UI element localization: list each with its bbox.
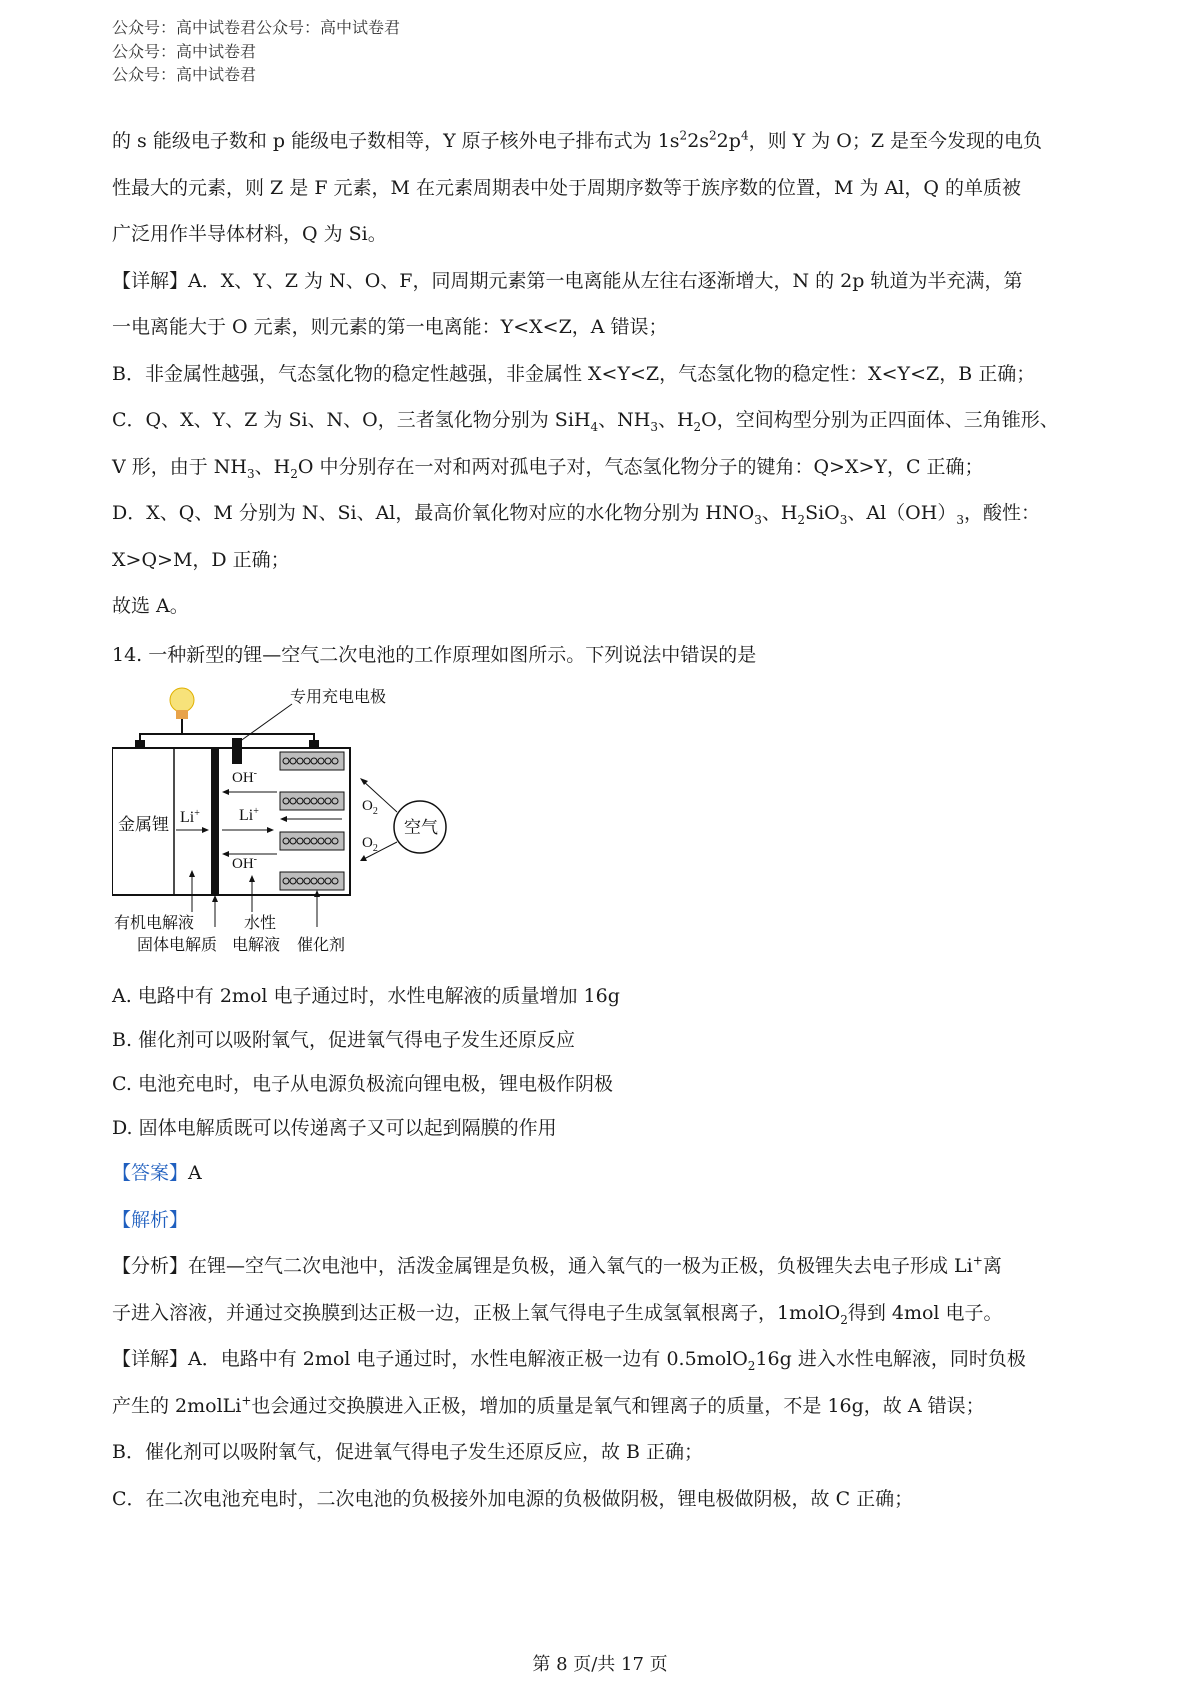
arrow-head (314, 890, 320, 897)
catalyst-electrode (280, 752, 344, 890)
label-oh-bottom: OH- (232, 854, 258, 872)
label-li-ion: Li+ (239, 806, 259, 824)
question-stem: 14. 一种新型的锂—空气二次电池的工作原理如图所示。下列说法中错误的是 (112, 643, 757, 666)
arrow-head (222, 851, 229, 857)
option-d: D. 固体电解质既可以传递离子又可以起到隔膜的作用 (112, 1117, 557, 1139)
text-line: 性最大的元素，则 Z 是 F 元素，M 在元素周期表中处于周期序数等于族序数的位置，M 为 Al，Q 的单质被 (112, 176, 1021, 199)
leader-line (239, 704, 292, 742)
label-air: 空气 (404, 818, 438, 837)
header-line: 公众号：高中试卷君 (112, 41, 257, 61)
option-a: A. 电路中有 2mol 电子通过时，水性电解液的质量增加 16g (112, 985, 620, 1007)
label-li-ion: Li+ (180, 808, 200, 826)
text-line: V 形，由于 $NH_3$、$H_2O$ 中分别存在一对和两对孤电子对，气态氢化物分子的键角：Q>X>Y，C 正确； (112, 455, 984, 481)
label-aqueous-2: 电解液 (232, 937, 281, 954)
page-number: 第 8 页/共 17 页 (532, 1654, 668, 1675)
terminal (135, 740, 145, 748)
text-line: C．在二次电池充电时，二次电池的负极接外加电源的负极做阴极，锂电极做阴极，故 C 正确； (112, 1487, 914, 1510)
text-line: 子进入溶液，并通过交换膜到达正极一边，正极上氧气得电子生成氢氧根离子，1molO$_2$得到 4mol 电子。 (112, 1301, 1003, 1327)
charge-electrode (232, 738, 242, 764)
text-line: 的 s 能级电子数和 p 能级电子数相等，Y 原子核外电子排布式为 $1s^22s^22p^4$，则 Y 为 O；Z 是至今发现的电负 (112, 128, 1043, 152)
label-o2-bottom: $O_2$ (362, 835, 378, 854)
arrow-head (280, 816, 287, 822)
text-line: D．X、Q、M 分别为 N、Si、Al，最高价氧化物对应的水化物分别为 $HNO_3$、$H_2SiO_3$、$Al(OH)_3$，酸性： (112, 502, 1040, 527)
text-line: 【分析】在锂—空气二次电池中，活泼金属锂是负极，通入氧气的一极为正极，负极锂失去电子形成 Li+离 (112, 1253, 1002, 1277)
label-organic-electrolyte: 有机电解液 (114, 915, 195, 932)
terminal (309, 740, 319, 748)
arrow-head (222, 789, 229, 795)
text-line: C．Q、X、Y、Z 为 Si、N、O，三者氢化物分别为 SiH$_4$、$NH_3$、$H_2O$，空间构型分别为正四面体、三角锥形、 (112, 409, 1059, 434)
label-oh-top: OH- (232, 768, 258, 786)
text-line: X>Q>M，D 正确； (112, 548, 290, 571)
arrow-head (249, 875, 255, 882)
text-line: B．催化剂可以吸附氧气，促进氧气得电子发生还原反应，故 B 正确； (112, 1441, 704, 1463)
label-catalyst: 催化剂 (297, 937, 346, 954)
wire (140, 719, 182, 746)
text-line: B．非金属性越强，气态氢化物的稳定性越强，非金属性 X<Y<Z，气态氢化物的稳定性：X<Y<Z，B 正确； (112, 362, 1036, 385)
label-aqueous-1: 水性 (244, 915, 277, 932)
label-metal-li: 金属锂 (118, 815, 169, 834)
label-solid-electrolyte: 固体电解质 (137, 937, 218, 954)
text-line: 【详解】A．电路中有 2mol 电子通过时，水性电解液正极一边有 0.5molO$_2$16g 进入水性电解液，同时负极 (112, 1348, 1026, 1373)
answer-line (112, 1150, 1102, 1197)
text-line: 广泛用作半导体材料，Q 为 Si。 (112, 223, 387, 245)
arrow-head (212, 895, 218, 902)
label-charge-electrode: 专用充电电极 (290, 689, 387, 706)
watermark-header (112, 16, 400, 87)
options-list (112, 974, 1102, 1150)
label-o2-top: $O_2$ (362, 798, 378, 817)
option-c: C. 电池充电时，电子从电源负极流向锂电极，锂电极作阴极 (112, 1073, 613, 1095)
text-line: 产生的 2molLi+也会通过交换膜进入正极，增加的质量是氧气和锂离子的质量，不是 16g，故 A 错误； (112, 1393, 985, 1417)
solid-electrolyte (211, 748, 219, 895)
arrow-head (202, 827, 209, 833)
battery-diagram (112, 682, 452, 962)
text-line: 故选 A。 (112, 595, 189, 617)
analysis-tag: 【解析】 (112, 1208, 189, 1231)
text-line: 一电离能大于 O 元素，则元素的第一电离能：Y<X<Z，A 错误； (112, 316, 668, 338)
option-b: B. 催化剂可以吸附氧气，促进氧气得电子发生还原反应 (112, 1029, 576, 1051)
text-line: 【详解】A．X、Y、Z 为 N、O、F，同周期元素第一电离能从左往右逐渐增大，N 的 2p 轨道为半充满，第 (112, 269, 1023, 292)
answer-value: A (188, 1162, 202, 1184)
answer-tag: 【答案】 (112, 1162, 189, 1184)
page-content (112, 118, 1102, 1522)
header-line: 公众号：高中试卷君公众号：高中试卷君 (112, 18, 401, 37)
arrow-head (189, 870, 195, 877)
arrow-head (267, 827, 274, 833)
header-line: 公众号：高中试卷君 (112, 65, 257, 84)
light-bulb-icon (170, 688, 194, 719)
